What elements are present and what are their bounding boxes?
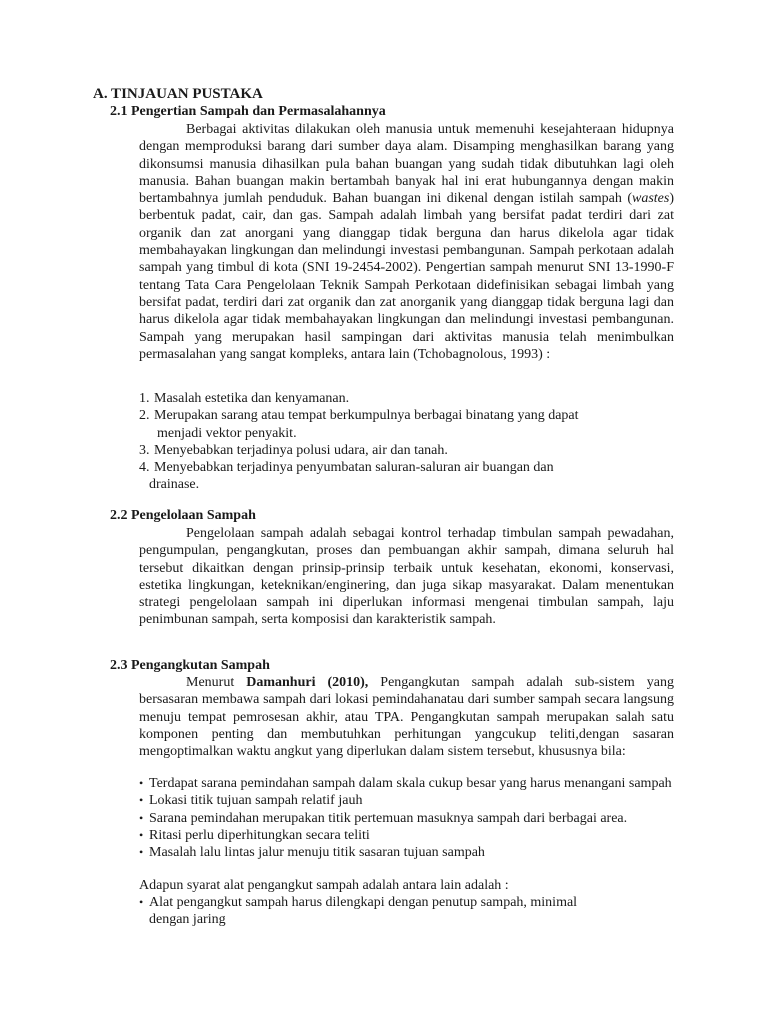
paragraph-2-2: Pengelolaan sampah adalah sebagai kontrol terhadap timbulan sampah pewadahan, pengumpulan, pengangkutan, proses dan pembuangan akhir sampah, dimana seluruh hal tersebut dikaitkan dengan prinsip-prinsip terbaik untuk kesehatan, ekonomi, konservasi, estetika lingkungan, keteknikan/enginering, dan juga sikap masyarakat. Dalam menentukan strategi pengelolaan sampah ini diperlukan informasi mengenai timbulan sampah, laju penimbunan sampah, serta komposisi dan karakteristik sampah. (139, 526, 674, 628)
italic-term: wastes (631, 191, 670, 207)
requirements-lead: Adapun syarat alat pengangkut sampah adalah antara lain adalah : (139, 878, 509, 893)
bullet-icon: • (139, 827, 144, 842)
paragraph-2-1: Berbagai aktivitas dilakukan oleh manusia untuk memenuhi kesejahteraan hidupnya dengan memproduksi barang dari sumber daya alam. Disamping menghasilkan barang yang dikonsumsi manusia dihasilkan pula bahan buangan yang sudah tidak dibutuhkan lagi oleh manusia. Bahan buangan makin bertambah banyak hal ini erat hubungannya dengan makin bertambahnya jumlah penduduk. Bahan buangan ini dikenal dengan istilah sampah (wastes) berbentuk padat, cair, dan gas. Sampah adalah limbah yang bersifat padat terdiri dari zat organik dan zat anorgani yang dianggap tidak berguna dan harus dikelola agar tidak membahayakan lingkungan dan melindungi investasi pembangunan. Sampah perkotaan adalah sampah yang timbul di kota (SNI 19-2454-2002). Pengertian sampah menurut SNI 13-1990-F tentang Tata Cara Pengelolaan Teknik Sampah Perkotaan didefinisikan sebagai limbah yang bersifat padat, terdiri dari zat organik dan zat anorganik yang dianggap tidak berguna lagi dan harus dikelola agar tidak membahayakan lingkungan dan melindungi investasi pembangunan. Sampah yang merupakan hasil sampingan dari aktivitas manusia telah menimbulkan permasalahan yang sangat kompleks, antara lain (Tchobagnolous, 1993) : (139, 122, 674, 362)
bullet-icon: • (139, 776, 144, 790)
paragraph-2-3: Menurut Damanhuri (2010), Pengangkutan sampah adalah sub-sistem yang bersasaran membawa sampah dari lokasi pemindahanatau dari sumber sampah secara langsung menuju tempat pemrosesan akhir, atau TPA. Pengangkutan sampah merupakan salah satu komponen penting dan membutuhkan perhitungan yangcukup teliti,dengan sasaran mengoptimalkan waktu angkut yang diperlukan dalam sistem tersebut, khususnya bila: (139, 675, 674, 760)
list-item: • Lokasi titik tujuan sampah relatif jauh (139, 793, 363, 809)
list-item: 2. Merupakan sarang atau tempat berkumpulnya berbagai binatang yang dapat menjadi vektor penyakit. (139, 408, 579, 441)
bullet-icon: • (139, 793, 144, 808)
list-item: • Sarana pemindahan merupakan titik pertemuan masuknya sampah dari berbagai area. (139, 810, 628, 826)
subsection-title-2-3: 2.3 Pengangkutan Sampah (110, 658, 270, 673)
subsection-title-2-2: 2.2 Pengelolaan Sampah (110, 508, 256, 523)
bullet-icon: • (139, 895, 144, 909)
list-item: 4. Menyebabkan terjadinya penyumbatan saluran-saluran air buangan dan drainase. (139, 460, 554, 493)
problem-list (139, 390, 659, 494)
list-item: 3. Menyebabkan terjadinya polusi udara, air dan tanah. (139, 442, 448, 458)
section-heading: A. TINJAUAN PUSTAKA (93, 86, 263, 102)
list-item: 1. Masalah estetika dan kenyamanan. (139, 391, 350, 406)
bullet-icon: • (139, 845, 144, 860)
subsection-title-2-1: 2.1 Pengertian Sampah dan Permasalahannya (110, 104, 386, 119)
bullet-icon: • (139, 810, 144, 825)
transport-conditions-list (139, 775, 679, 861)
list-item: • Masalah lalu lintas jalur menuju titik sasaran tujuan sampah (139, 845, 485, 861)
list-item: • Ritasi perlu diperhitungkan secara teliti (139, 827, 370, 843)
author-citation: Damanhuri (2010), (246, 675, 369, 690)
requirements-list (139, 894, 679, 929)
list-item: • Alat pengangkut sampah harus dilengkapi dengan penutup sampah, minimal dengan jaring (139, 895, 578, 928)
list-item: • Terdapat sarana pemindahan sampah dalam skala cukup besar yang harus menangani sampah (139, 776, 672, 791)
